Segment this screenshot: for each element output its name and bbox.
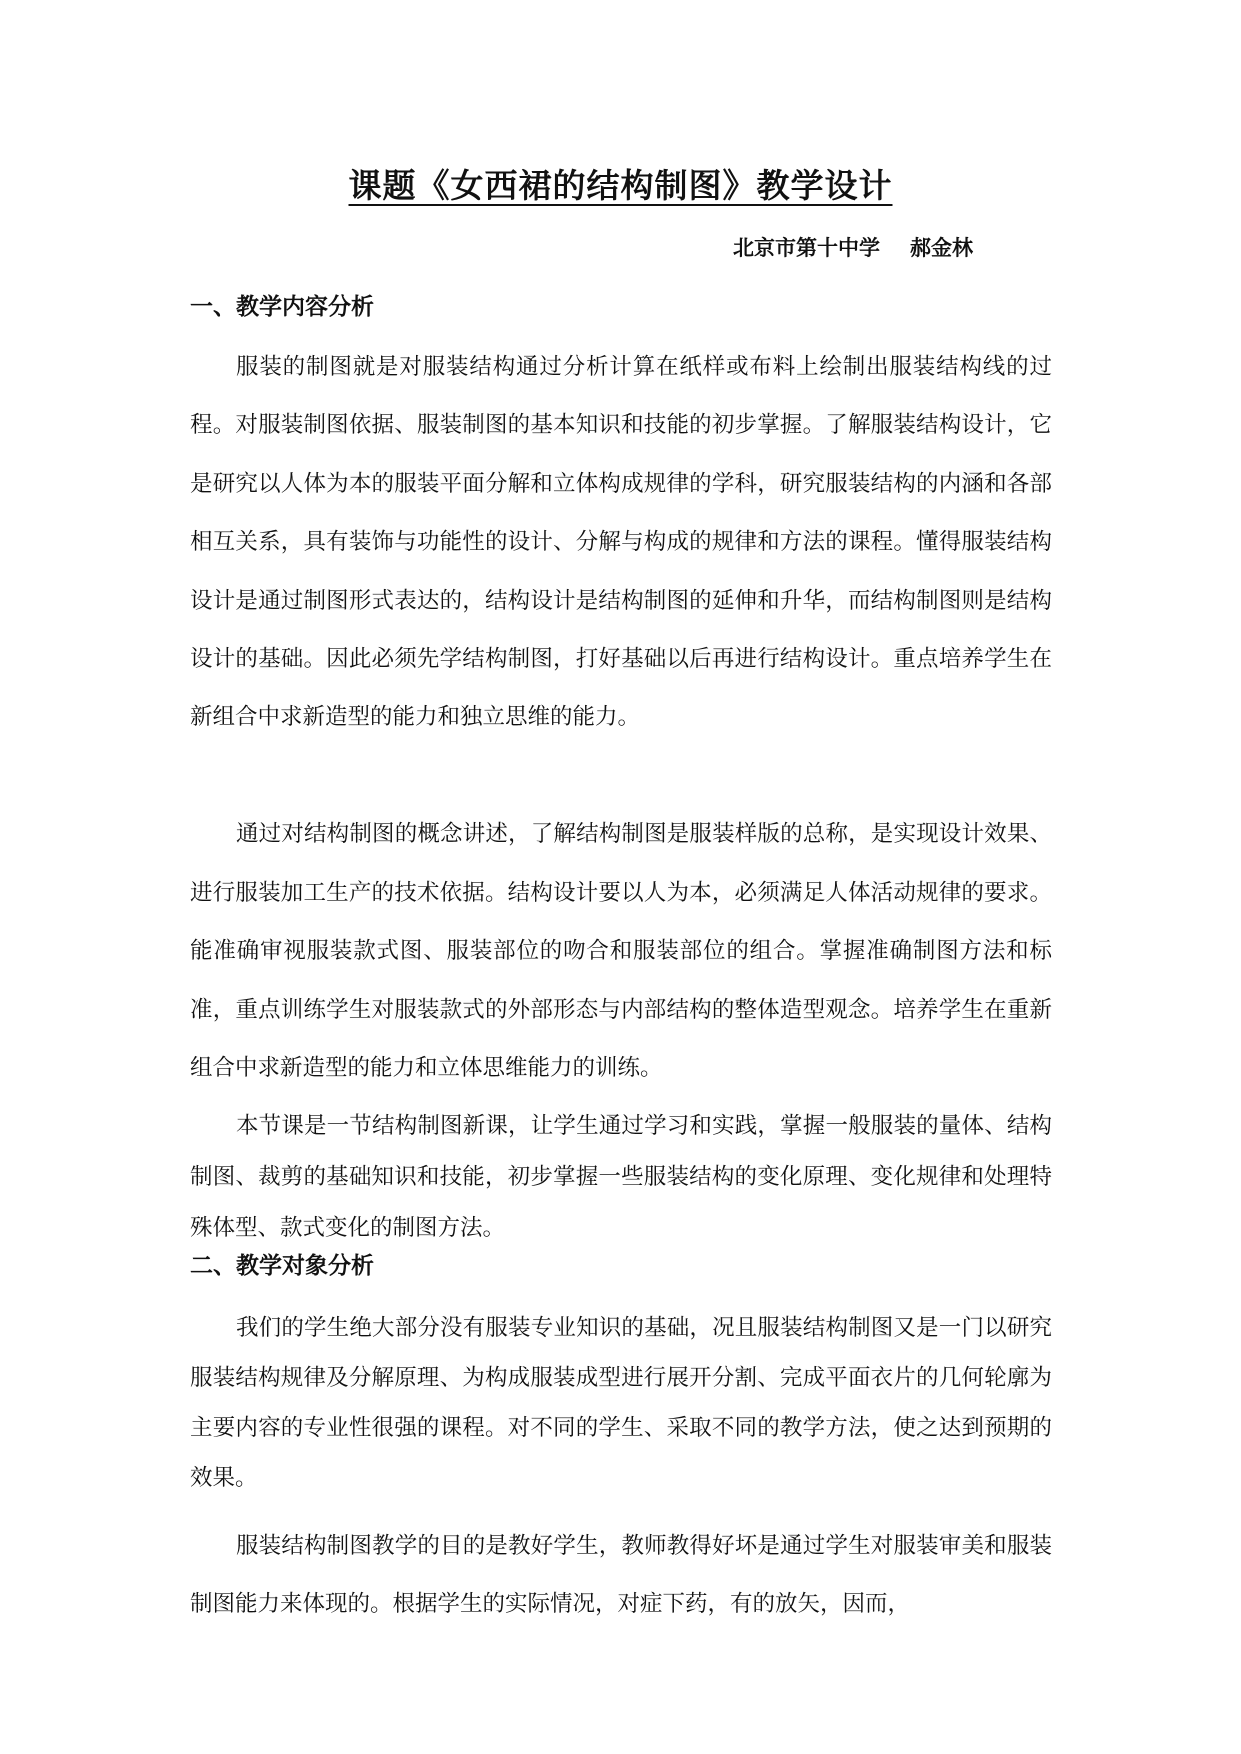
section-heading-content-analysis: 一、教学内容分析	[190, 294, 374, 320]
paragraph: 服装的制图就是对服装结构通过分析计算在纸样或布料上绘制出服装结构线的过程。对服装制图依据、服装制图的基本知识和技能的初步掌握。了解服装结构设计，它是研究以人体为本的服装平面分解和立体构成规律的学科，研究服装结构的内涵和各部相互关系，具有装饰与功能性的设计、分解与构成的规律和方法的课程。懂得服装结构设计是通过制图形式表达的，结构设计是结构制图的延伸和升华，而结构制图则是结构设计的基础。因此必须先学结构制图，打好基础以后再进行结构设计。重点培养学生在新组合中求新造型的能力和独立思维的能力。	[190, 354, 1052, 731]
author-name: 郝金林	[910, 236, 973, 260]
paragraph: 通过对结构制图的概念讲述，了解结构制图是服装样版的总称，是实现设计效果、进行服装加工生产的技术依据。结构设计要以人为本，必须满足人体活动规律的要求。能准确审视服装款式图、服装部位的吻合和服装部位的组合。掌握准确制图方法和标准，重点训练学生对服装款式的外部形态与内部结构的整体造型观念。培养学生在重新组合中求新造型的能力和立体思维能力的训练。	[190, 821, 1052, 1081]
author-line	[733, 232, 973, 262]
paragraph: 我们的学生绝大部分没有服装专业知识的基础，况且服装结构制图又是一门以研究服装结构规律及分解原理、为构成服装成型进行展开分割、完成平面衣片的几何轮廓为主要内容的专业性很强的课程。对不同的学生、采取不同的教学方法，使之达到预期的效果。	[190, 1315, 1052, 1491]
section-heading-student-analysis: 二、教学对象分析	[190, 1253, 374, 1279]
paragraph: 本节课是一节结构制图新课，让学生通过学习和实践，掌握一般服装的量体、结构制图、裁剪的基础知识和技能，初步掌握一些服装结构的变化原理、变化规律和处理特殊体型、款式变化的制图方法。	[190, 1113, 1052, 1241]
document-title: 课题《女西裙的结构制图》教学设计	[348, 166, 893, 205]
paragraph: 服装结构制图教学的目的是教好学生，教师教得好坏是通过学生对服装审美和服装制图能力来体现的。根据学生的实际情况，对症下药，有的放矢，因而，	[190, 1533, 1052, 1617]
author-school: 北京市第十中学	[733, 236, 880, 260]
